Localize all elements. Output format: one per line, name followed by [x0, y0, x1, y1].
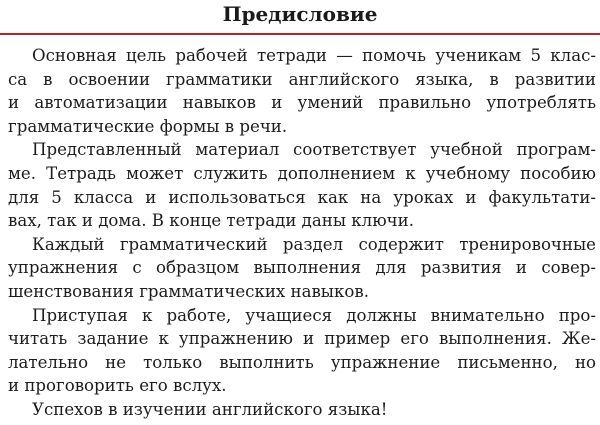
text-line: грамматические формы в речи.	[8, 116, 288, 136]
title-divider	[0, 33, 600, 35]
text-line: лательно не только выполнить упражнение письменно, но	[8, 352, 596, 372]
text-line: Успехов в изучении английского языка!	[32, 399, 388, 419]
text-line: Каждый грамматический раздел содержит тренировочные	[32, 234, 596, 254]
text-line: и автоматизации навыков и умений правильно употреблять	[8, 93, 596, 113]
text-line: са в освоении грамматики английского языка, в развитии	[8, 69, 596, 89]
paragraph-3	[8, 233, 596, 304]
text-line: читать задание к упражнению и пример его выполнения. Же-	[8, 329, 596, 349]
paragraph-4	[8, 304, 596, 398]
text-line: упражнения с образцом выполнения для развития и совер-	[8, 258, 596, 278]
paragraph-2	[8, 138, 596, 232]
text-line: шенствования грамматических навыков.	[8, 281, 369, 301]
text-line: и проговорить его вслух.	[8, 376, 227, 396]
text-line: Представленный материал соответствует учебной програм-	[32, 140, 596, 160]
paragraph-5	[8, 398, 596, 422]
preface-body	[8, 44, 596, 422]
text-line: вах, так и дома. В конце тетради даны ключи.	[8, 211, 414, 231]
paragraph-1	[8, 44, 596, 138]
text-line: Основная цель рабочей тетради — помочь ученикам 5 клас-	[32, 46, 596, 65]
text-line: Приступая к работе, учащиеся должны внимательно про-	[32, 305, 596, 325]
text-line: ме. Тетрадь может служить дополнением к учебному пособию	[8, 163, 596, 183]
page-title: Предисловие	[222, 2, 378, 26]
text-line: для 5 класса и использоваться как на уроках и факультати-	[8, 187, 596, 207]
